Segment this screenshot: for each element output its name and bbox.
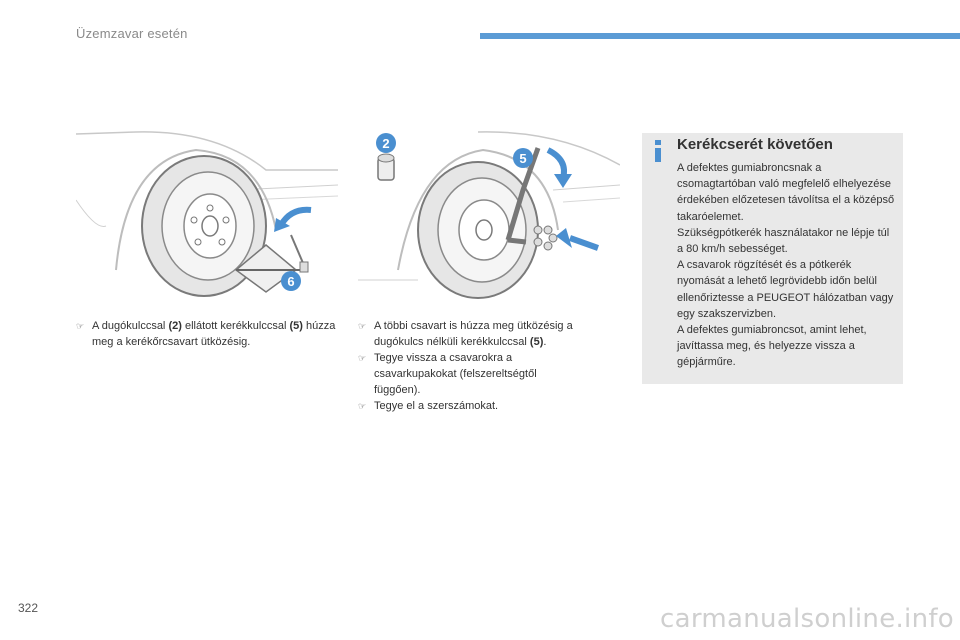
info-title: Kerékcserét követően xyxy=(677,136,833,153)
section-title: Üzemzavar esetén xyxy=(76,26,188,41)
list-item xyxy=(358,350,578,398)
info-text xyxy=(677,160,897,371)
page-number: 322 xyxy=(18,601,39,615)
step-text: A dugókulccsal (2) ellátott kerékkulccsal (5) húzza meg a kerékőrcsavart ütközésig. xyxy=(92,320,336,348)
wheel-jack-illustration xyxy=(76,130,338,300)
callout-6: 6 xyxy=(287,274,295,289)
list-item xyxy=(358,318,620,350)
pointing-hand-icon: ☞ xyxy=(76,321,85,331)
callout-5: 5 xyxy=(519,151,527,166)
wheel-wrench-illustration xyxy=(358,130,620,300)
step-text: Tegye vissza a csavarokra a csavarkupakokat (felszereltségtől függően). xyxy=(374,352,537,396)
info-paragraph: A defektes gumiabroncsnak a csomagtartóban való megfelelő elhelyezése érdekében előzetesen távolítsa el a középső takaróelemet. xyxy=(677,162,895,223)
info-paragraph: Szükségpótkerék használatakor ne lépje túl a 80 km/h sebességet. xyxy=(677,226,890,256)
pointing-hand-icon: ☞ xyxy=(358,353,367,363)
header-accent-bar xyxy=(480,33,960,39)
info-paragraph: A csavarok rögzítését és a pótkerék nyomását a lehető legrövidebb időn belül ellenőriztesse a PEUGEOT hálózatban vagy egy szakszervizben. xyxy=(677,259,894,320)
callout-2: 2 xyxy=(382,136,390,151)
info-icon xyxy=(652,140,664,162)
step-text: Tegye el a szerszámokat. xyxy=(374,400,499,412)
step-text: A többi csavart is húzza meg ütközésig a dugókulcs nélküli kerékkulccsal (5). xyxy=(374,320,573,348)
pointing-hand-icon: ☞ xyxy=(358,321,367,331)
watermark: carmanualsonline.info xyxy=(660,604,955,634)
info-paragraph: A defektes gumiabroncsot, amint lehet, javíttassa meg, és helyezze vissza a gépjárműre. xyxy=(677,324,867,369)
pointing-hand-icon: ☞ xyxy=(358,401,367,411)
list-item xyxy=(76,318,338,350)
list-item xyxy=(358,398,620,414)
